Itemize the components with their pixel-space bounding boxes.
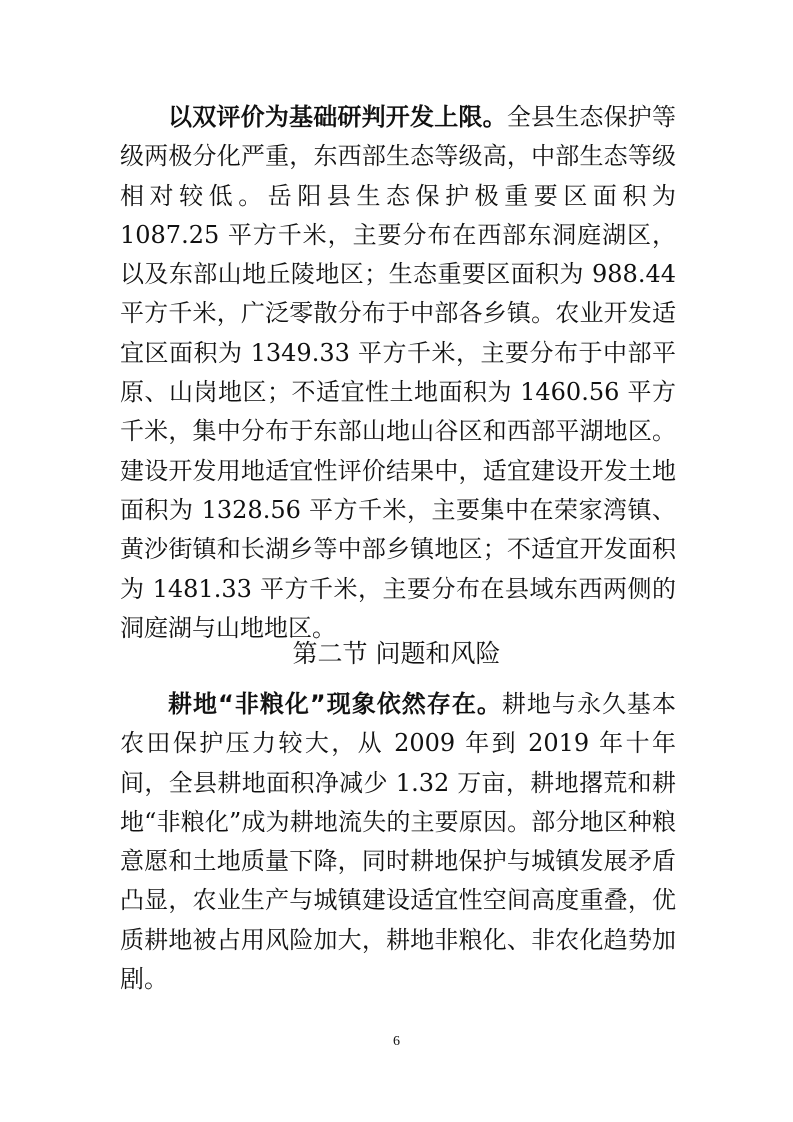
section-heading: 第二节 问题和风险 bbox=[292, 639, 501, 668]
page-number: 6 bbox=[393, 1034, 400, 1049]
paragraph-development-limit bbox=[120, 98, 676, 648]
paragraph-lead-farmland: 耕地“非粮化”现象依然存在。 bbox=[168, 690, 502, 718]
paragraph-lead-development-limit: 以双评价为基础研判开发上限。 bbox=[168, 103, 507, 131]
paragraph-body-development-limit: 全县生态保护等级两极分化严重，东西部生态等级高，中部生态等级相对较低。岳阳县生态保护极重要区面积为 1087.25 平方千米，主要分布在西部东洞庭湖区，以及东部山地丘陵地区；生态重要区面积为 988.44 平方千米，广泛零散分布于中部各乡镇。农业开发适宜区面积为 1349.33 平方千米，主要分布于中部平原、山岗地区；不适宜性土地面积为 1460.56 平方千米，集中分布于东部山地山谷区和西部平湖地区。建设开发用地适宜性评价结果中，适宜建设开发土地面积为 1328.56 平方千米，主要集中在荣家湾镇、黄沙街镇和长湖乡等中部乡镇地区；不适宜开发面积为 1481.33 平方千米，主要分布在县域东西两侧的洞庭湖与山地地区。 bbox=[120, 103, 677, 642]
paragraph-body-farmland: 耕地与永久基本农田保护压力较大，从 2009 年到 2019 年十年间，全县耕地面积净减少 1.32 万亩，耕地撂荒和耕地“非粮化”成为耕地流失的主要原因。部分地区种粮意愿和土地质量下降，同时耕地保护与城镇发展矛盾凸显，农业生产与城镇建设适宜性空间高度重叠，优质耕地被占用风险加大，耕地非粮化、非农化趋势加剧。 bbox=[120, 690, 677, 994]
paragraph-farmland bbox=[120, 685, 676, 999]
